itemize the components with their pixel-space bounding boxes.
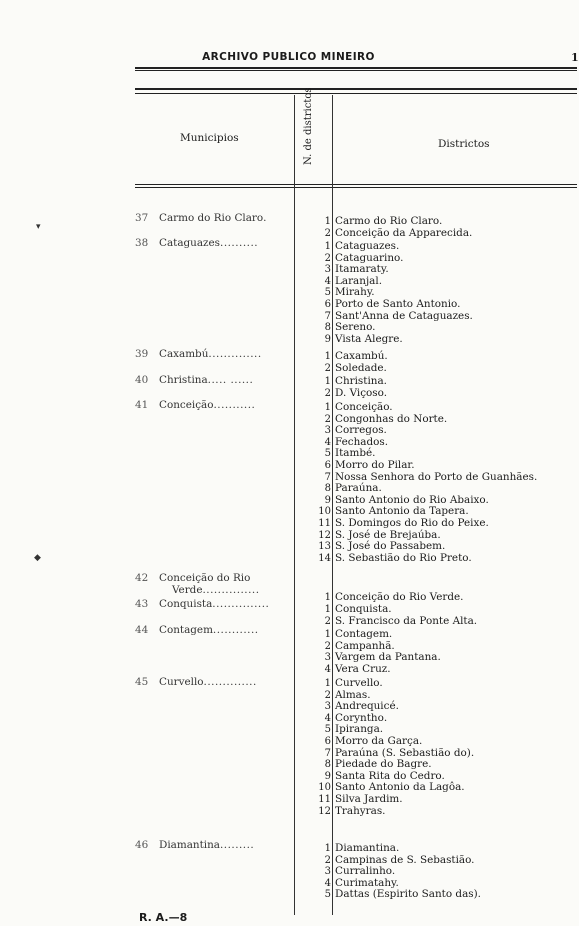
district-row [0,363,577,375]
district-number: 1 [324,376,331,387]
district-number: 2 [324,252,331,264]
district-number: 13 [318,541,331,553]
district-name: Cataguazes. [335,240,400,252]
district-row [0,748,577,760]
district-number: 2 [324,227,331,239]
column-header-municipios: Municipios [180,132,239,144]
dot-leader: .......... [220,237,259,249]
district-number: 6 [324,299,331,310]
district-row [0,592,577,604]
municipio-entry [135,572,295,584]
district-number: 5 [324,287,331,299]
district-number: 1 [324,604,331,615]
district-number: 5 [324,889,331,901]
district-number: 1 [324,351,331,362]
municipio-number: 40 [135,374,149,386]
district-row [0,664,577,676]
district-row [0,334,577,346]
district-number: 2 [324,387,331,399]
district-row [0,351,577,363]
district-number: 1 [324,402,331,413]
district-row [0,806,577,818]
margin-mark: ◆ [34,553,41,563]
district-name: Paraúna (S. Sebastião do). [335,746,475,759]
district-name: Congonhas do Norte. [335,412,448,425]
district-number: 9 [324,770,331,782]
district-number: 3 [324,264,331,276]
district-row [0,376,577,388]
district-name: Porto de Santo Antonio. [335,298,461,310]
district-row [0,437,577,449]
table-rule-header-bottom [135,184,577,185]
header-rule-top [135,67,577,69]
dot-leader: ............ [212,624,259,636]
column-header-n-districtos-text: N. de districtos [303,87,314,165]
dot-leader: ..... ...... [207,374,254,386]
district-row [0,506,577,518]
municipio-number: 43 [135,598,149,610]
district-number: 3 [324,425,331,437]
district-name: Piedade do Bagre. [335,758,432,771]
district-name: Ipiranga. [335,723,384,736]
municipio-number: 39 [135,348,149,360]
district-name: Laranjal. [335,274,382,287]
district-name: Soledade. [335,361,387,374]
district-row [0,855,577,867]
district-number: 9 [324,333,331,345]
municipio-number: 42 [135,572,149,584]
municipio-name: Curvello [159,676,204,688]
district-row [0,713,577,725]
margin-mark: ▾ [36,222,41,232]
district-name: Conceição da Apparecida. [335,226,473,239]
district-name: Diamantina. [335,842,400,854]
district-name: Curimatahy. [335,876,399,889]
district-row [0,690,577,702]
dot-leader: .............. [208,348,262,360]
district-name: Morro da Garça. [335,735,423,747]
district-row [0,388,577,400]
district-number: 5 [324,448,331,460]
district-row [0,678,577,690]
district-name: Contagem. [335,628,393,640]
district-row [0,264,577,276]
district-row [0,495,577,507]
district-name: Campinas de S. Sebastião. [335,853,475,866]
dot-leader: . [263,212,267,224]
municipio-name: Cataguazes [159,237,221,249]
district-row [0,866,577,878]
district-row [0,299,577,311]
municipio-name: Carmo do Rio Claro [159,212,264,224]
district-row [0,759,577,771]
district-name: S. José do Passabem. [335,540,446,553]
district-name: Caxambú. [335,350,388,362]
district-number: 3 [324,652,331,664]
district-number: 1 [324,241,331,252]
district-name: Curvello. [335,677,383,689]
district-number: 9 [324,494,331,506]
district-name: Vera Cruz. [335,662,391,675]
district-number: 2 [324,854,331,866]
district-row [0,311,577,323]
municipio-number: 46 [135,839,149,851]
district-number: 6 [324,736,331,747]
district-number: 2 [324,689,331,701]
district-number: 4 [324,436,331,448]
district-row [0,425,577,437]
table-rule-top-thin [135,93,577,94]
district-name: Itambé. [335,447,376,460]
district-number: 5 [324,724,331,736]
municipio-number: 44 [135,624,149,636]
district-row [0,483,577,495]
district-name: Conceição do Rio Verde. [335,591,464,603]
municipio-number: 37 [135,212,149,224]
municipio-name: Diamantina [159,839,220,851]
district-number: 1 [324,592,331,603]
district-name: S. José de Brejaúba. [335,528,441,541]
district-row [0,287,577,299]
district-row [0,414,577,426]
district-row [0,878,577,890]
district-number: 7 [324,310,331,322]
district-name: Itamaraty. [335,263,389,276]
district-number: 8 [324,759,331,771]
district-name: Santo Antonio da Tapera. [335,505,469,518]
district-name: Silva Jardim. [335,793,403,805]
municipio-name: Verde [172,584,203,596]
district-name: S. Domingos do Rio do Peixe. [335,517,489,529]
district-row [0,518,577,530]
district-name: Cataguarino. [335,251,404,264]
district-number: 14 [318,552,331,564]
district-name: Campanhã. [335,639,395,652]
district-number: 3 [324,701,331,713]
district-name: Corynthо. [335,711,388,724]
district-row [0,889,577,901]
district-name: Sereno. [335,321,376,334]
district-name: Santo Antonio da Lagôa. [335,781,465,794]
municipio-name: Conquista [159,598,213,610]
district-row [0,241,577,253]
column-header-districtos: Districtos [438,138,490,150]
district-number: 1 [324,629,331,640]
district-name: Nossa Senhora do Porto de Guanhães. [335,470,538,483]
district-number: 8 [324,322,331,334]
dot-leader: ............... [212,598,270,610]
dot-leader: ......... [219,839,255,851]
district-name: Santo Antonio do Rio Abaixo. [335,493,489,506]
district-row [0,553,577,565]
district-row [0,641,577,653]
dot-leader: ........... [213,399,256,411]
district-number: 3 [324,866,331,878]
district-number: 10 [318,506,331,518]
district-name: S. Francisco da Ponte Alta. [335,614,478,627]
district-name: Curralinho. [335,865,396,878]
district-row [0,228,577,240]
district-row [0,253,577,265]
footer-signature: R. A.—8 [139,911,188,924]
district-row [0,843,577,855]
district-row [0,701,577,713]
district-number: 4 [324,663,331,675]
district-number: 12 [318,805,331,817]
district-name: Mirahy. [335,286,375,299]
district-row [0,460,577,472]
district-number: 4 [324,877,331,889]
district-number: 2 [324,362,331,374]
municipio-name: Caxambú [159,348,209,360]
district-row [0,616,577,628]
district-row [0,652,577,664]
district-number: 7 [324,747,331,759]
district-name: Dattas (Espirito Santo das). [335,888,481,901]
district-row [0,782,577,794]
district-name: Christina. [335,375,387,387]
page-number: 1 [571,51,579,64]
district-name: Conquista. [335,603,392,615]
column-header-n-districtos [297,87,331,177]
table-rule-top [135,88,577,90]
district-row [0,216,577,228]
district-number: 12 [318,529,331,541]
district-name: Carmo do Rio Claro. [335,215,443,227]
district-number: 6 [324,460,331,471]
district-number: 1 [324,678,331,689]
municipio-number: 41 [135,399,149,411]
district-name: Almas. [335,688,371,701]
district-name: Sant'Anna de Cataguazes. [335,309,473,322]
municipio-number: 38 [135,237,149,249]
district-name: Paraúna. [335,482,382,495]
district-number: 4 [324,275,331,287]
district-number: 1 [324,216,331,227]
district-row [0,724,577,736]
district-number: 11 [318,518,331,529]
district-row [0,322,577,334]
district-row [0,530,577,542]
district-row [0,604,577,616]
district-name: Santa Rita do Cedro. [335,769,445,782]
district-name: Vargem da Pantana. [335,651,441,664]
district-number: 8 [324,483,331,495]
district-name: Corregos. [335,424,387,437]
municipio-number: 45 [135,676,149,688]
district-row [0,448,577,460]
district-name: Vista Alegre. [335,332,403,345]
municipio-name: Contagem [159,624,213,636]
district-row [0,276,577,288]
district-name: D. Viçoso. [335,386,387,399]
district-number: 10 [318,782,331,794]
district-name: Fechados. [335,435,389,448]
district-number: 11 [318,794,331,805]
district-row [0,794,577,806]
district-row [0,771,577,783]
dot-leader: .............. [203,676,257,688]
district-number: 2 [324,615,331,627]
header-rule-thin [135,70,577,71]
municipio-name: Conceição [159,399,214,411]
district-number: 1 [324,843,331,854]
district-name: Trahyras. [335,804,386,817]
district-name: Morro do Pilar. [335,459,415,471]
district-row [0,402,577,414]
district-number: 2 [324,640,331,652]
district-name: Andrequicé. [335,700,399,713]
dot-leader: ............... [202,584,260,596]
district-row [0,629,577,641]
district-row [0,541,577,553]
running-header: ARCHIVO PUBLICO MINEIRO [202,51,375,63]
district-name: S. Sebastião do Rio Preto. [335,551,472,564]
municipio-name: Christina [159,374,208,386]
district-number: 4 [324,712,331,724]
district-number: 7 [324,471,331,483]
municipio-name: Conceição do Rio [159,572,251,584]
district-name: Conceição. [335,401,393,413]
district-number: 2 [324,413,331,425]
table-rule-header-bottom-2 [135,187,577,188]
district-row [0,472,577,484]
district-row [0,736,577,748]
